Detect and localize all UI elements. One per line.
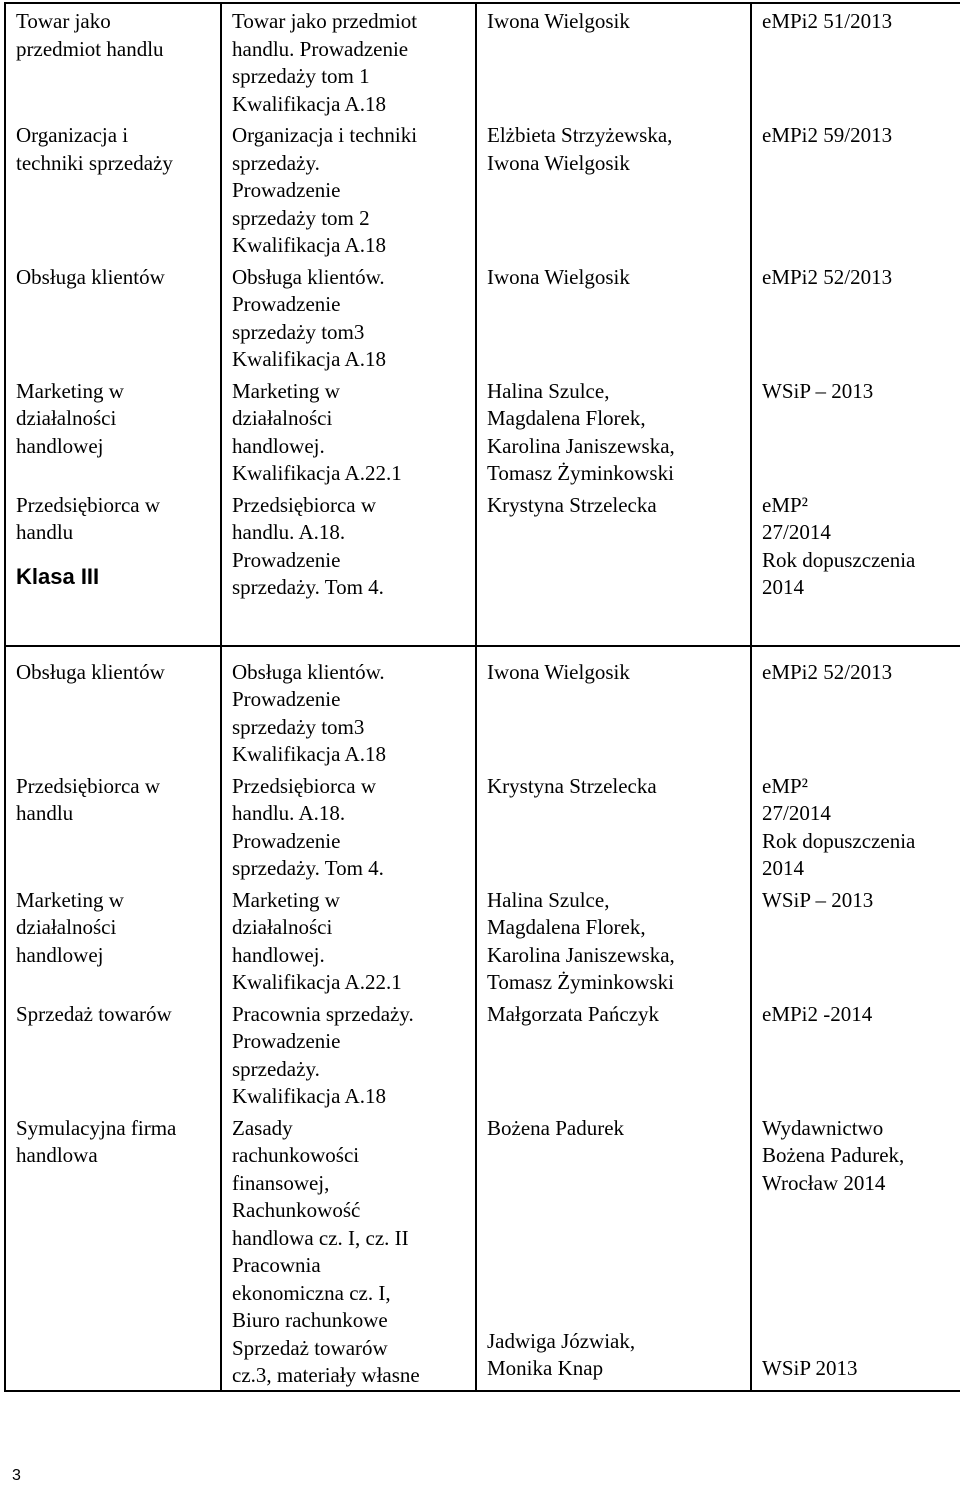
title-text: sprzedaży. bbox=[232, 1056, 320, 1081]
subject-text: handlowej bbox=[16, 942, 104, 967]
title-text: Zasady bbox=[232, 1115, 293, 1140]
textbook-table bbox=[4, 2, 960, 1392]
title-text: Przedsiębiorca w bbox=[232, 773, 377, 798]
title-text: Kwalifikacja A.18 bbox=[232, 91, 386, 116]
approval-cell bbox=[751, 1111, 960, 1391]
approval-text: eMPi2 51/2013 bbox=[762, 9, 893, 33]
approval-text: eMP² bbox=[762, 492, 808, 517]
author-text: Iwona Wielgosik bbox=[487, 659, 630, 684]
authors-cell bbox=[476, 260, 751, 374]
title-text: handlowej. bbox=[232, 433, 325, 458]
title-text: handlu. A.18. bbox=[232, 520, 346, 544]
author-text: Halina Szulce, bbox=[487, 887, 610, 912]
title-cell bbox=[221, 997, 476, 1111]
table-row bbox=[5, 374, 960, 488]
table-row bbox=[5, 997, 960, 1111]
title-text: sprzedaży tom 1 bbox=[232, 64, 370, 88]
title-text: handlu. Prowadzenie bbox=[232, 36, 409, 61]
title-cell bbox=[221, 260, 476, 374]
author-text: Magdalena Florek, bbox=[487, 915, 646, 939]
title-text: handlu. A.18. bbox=[232, 801, 346, 825]
title-text: Obsługa klientów. bbox=[232, 264, 385, 289]
title-text: sprzedaży. bbox=[232, 150, 320, 175]
author-text: Krystyna Strzelecka bbox=[487, 773, 657, 798]
subject-cell bbox=[5, 1111, 221, 1391]
title-text: ekonomiczna cz. I, bbox=[232, 1280, 391, 1305]
authors-cell-bottom bbox=[487, 1328, 742, 1383]
title-text: Prowadzenie bbox=[232, 178, 341, 202]
author-text: Elżbieta Strzyżewska, bbox=[487, 123, 673, 147]
approval-text: eMP² bbox=[762, 773, 808, 798]
title-text: handlowa cz. I, cz. II bbox=[232, 1225, 409, 1250]
subject-text: Towar jako bbox=[16, 9, 111, 33]
subject-cell bbox=[5, 488, 221, 646]
title-text: Marketing w bbox=[232, 378, 340, 403]
title-cell bbox=[221, 3, 476, 118]
title-text: Prowadzenie bbox=[232, 1029, 341, 1053]
authors-cell bbox=[476, 1111, 751, 1391]
title-text: Kwalifikacja A.18 bbox=[232, 1084, 386, 1108]
title-text: Pracownia sprzedaży. bbox=[232, 1001, 414, 1026]
approval-cell bbox=[751, 118, 960, 260]
title-cell bbox=[221, 488, 476, 646]
page-number: 3 bbox=[12, 1467, 21, 1484]
approval-text: Rok dopuszczenia bbox=[762, 547, 916, 572]
subject-text: Marketing w bbox=[16, 378, 124, 403]
title-text: działalności bbox=[232, 915, 333, 939]
subject-text: Przedsiębiorca w bbox=[16, 492, 161, 517]
title-text: rachunkowości bbox=[232, 1143, 360, 1167]
approval-text: 2014 bbox=[762, 856, 804, 880]
subject-cell bbox=[5, 3, 221, 118]
approval-text: 27/2014 bbox=[762, 520, 831, 544]
subject-cell bbox=[5, 260, 221, 374]
title-text: sprzedaży tom 2 bbox=[232, 205, 370, 230]
class-heading: Klasa III bbox=[16, 563, 100, 589]
approval-text: eMPi2 -2014 bbox=[762, 1001, 873, 1026]
approval-cell bbox=[751, 374, 960, 488]
subject-text: Organizacja i bbox=[16, 123, 129, 147]
approval-text: eMPi2 52/2013 bbox=[762, 264, 893, 289]
subject-text: handlu bbox=[16, 801, 74, 825]
author-text: Jadwiga Józwiak, bbox=[487, 1328, 636, 1353]
author-text: Magdalena Florek, bbox=[487, 406, 646, 430]
title-text: Prowadzenie bbox=[232, 828, 341, 853]
approval-text: WSiP – 2013 bbox=[762, 887, 874, 912]
author-text: Iwona Wielgosik bbox=[487, 264, 630, 289]
title-text: Kwalifikacja A.22.1 bbox=[232, 970, 402, 994]
title-text: Obsługa klientów. bbox=[232, 659, 385, 684]
approval-text: WSiP 2013 bbox=[762, 1356, 858, 1380]
approval-cell bbox=[751, 646, 960, 769]
authors-cell-top bbox=[487, 1115, 742, 1143]
authors-cell bbox=[476, 769, 751, 883]
author-text: Krystyna Strzelecka bbox=[487, 492, 657, 517]
approval-text: 27/2014 bbox=[762, 801, 831, 825]
approval-cell-bottom bbox=[762, 1355, 960, 1383]
subject-text: handlu bbox=[16, 520, 74, 544]
subject-text: techniki sprzedaży bbox=[16, 150, 173, 175]
subject-text: przedmiot handlu bbox=[16, 36, 164, 61]
author-text: Tomasz Żyminkowski bbox=[487, 970, 674, 994]
title-cell bbox=[221, 1111, 476, 1391]
authors-cell bbox=[476, 374, 751, 488]
title-text: sprzedaży tom3 bbox=[232, 319, 365, 344]
subject-text: Obsługa klientów bbox=[16, 659, 165, 684]
author-text: Karolina Janiszewska, bbox=[487, 942, 675, 967]
table-row bbox=[5, 118, 960, 260]
title-cell bbox=[221, 883, 476, 997]
approval-cell bbox=[751, 883, 960, 997]
table-row bbox=[5, 1111, 960, 1391]
title-text: Prowadzenie bbox=[232, 292, 341, 316]
table-row bbox=[5, 3, 960, 118]
subject-text: Symulacyjna firma bbox=[16, 1115, 177, 1140]
author-text: Karolina Janiszewska, bbox=[487, 433, 675, 458]
authors-cell bbox=[476, 646, 751, 769]
title-text: Prowadzenie bbox=[232, 687, 341, 711]
subject-cell bbox=[5, 118, 221, 260]
title-text: Biuro rachunkowe bbox=[232, 1308, 388, 1332]
approval-cell bbox=[751, 3, 960, 118]
title-text: działalności bbox=[232, 406, 333, 430]
title-text: sprzedaży. Tom 4. bbox=[232, 856, 384, 880]
title-text: Przedsiębiorca w bbox=[232, 492, 377, 517]
subject-cell bbox=[5, 883, 221, 997]
author-text: Małgorzata Pańczyk bbox=[487, 1001, 660, 1026]
authors-cell bbox=[476, 118, 751, 260]
title-cell bbox=[221, 646, 476, 769]
table-row bbox=[5, 883, 960, 997]
subject-text: działalności bbox=[16, 915, 117, 939]
approval-text: Rok dopuszczenia bbox=[762, 828, 916, 853]
approval-cell bbox=[751, 769, 960, 883]
approval-text: eMPi2 52/2013 bbox=[762, 659, 893, 684]
title-text: Kwalifikacja A.22.1 bbox=[232, 461, 402, 485]
subject-text: Sprzedaż towarów bbox=[16, 1001, 172, 1026]
subject-text: handlowa bbox=[16, 1143, 98, 1167]
title-text: Sprzedaż towarów bbox=[232, 1335, 388, 1360]
title-cell bbox=[221, 769, 476, 883]
approval-text: Wrocław 2014 bbox=[762, 1170, 886, 1195]
title-text: Marketing w bbox=[232, 887, 340, 912]
approval-text: WSiP – 2013 bbox=[762, 378, 874, 403]
title-text: handlowej. bbox=[232, 942, 325, 967]
approval-cell bbox=[751, 997, 960, 1111]
subject-text: Przedsiębiorca w bbox=[16, 773, 161, 798]
subject-cell bbox=[5, 769, 221, 883]
approval-cell bbox=[751, 488, 960, 646]
approval-text: 2014 bbox=[762, 575, 804, 599]
title-text: Towar jako przedmiot bbox=[232, 9, 418, 33]
author-text: Halina Szulce, bbox=[487, 378, 610, 403]
title-text: Pracownia bbox=[232, 1253, 321, 1277]
subject-cell bbox=[5, 646, 221, 769]
title-text: Rachunkowość bbox=[232, 1198, 361, 1222]
approval-text: eMPi2 59/2013 bbox=[762, 123, 893, 147]
title-text: sprzedaży. Tom 4. bbox=[232, 575, 384, 599]
authors-cell bbox=[476, 883, 751, 997]
authors-cell bbox=[476, 488, 751, 646]
author-text: Iwona Wielgosik bbox=[487, 150, 630, 175]
title-text: cz.3, materiały własne bbox=[232, 1363, 420, 1387]
table-row bbox=[5, 646, 960, 769]
title-text: Kwalifikacja A.18 bbox=[232, 347, 386, 371]
subject-text: działalności bbox=[16, 406, 117, 430]
title-text: Kwalifikacja A.18 bbox=[232, 233, 386, 257]
author-text: Tomasz Żyminkowski bbox=[487, 461, 674, 485]
table-row bbox=[5, 488, 960, 646]
table-row bbox=[5, 260, 960, 374]
title-text: Prowadzenie bbox=[232, 547, 341, 572]
author-text: Monika Knap bbox=[487, 1356, 604, 1380]
subject-text: handlowej bbox=[16, 433, 104, 458]
author-text: Bożena Padurek bbox=[487, 1115, 625, 1140]
table-row bbox=[5, 769, 960, 883]
title-cell bbox=[221, 118, 476, 260]
subject-text: Obsługa klientów bbox=[16, 264, 165, 289]
approval-text: Bożena Padurek, bbox=[762, 1143, 905, 1167]
subject-text: Marketing w bbox=[16, 887, 124, 912]
approval-cell-top bbox=[762, 1115, 960, 1198]
author-text: Iwona Wielgosik bbox=[487, 9, 630, 33]
title-text: finansowej, bbox=[232, 1170, 330, 1195]
authors-cell bbox=[476, 3, 751, 118]
authors-cell bbox=[476, 997, 751, 1111]
title-cell bbox=[221, 374, 476, 488]
subject-cell bbox=[5, 374, 221, 488]
title-text: Organizacja i techniki bbox=[232, 123, 418, 147]
approval-cell bbox=[751, 260, 960, 374]
approval-text: Wydawnictwo bbox=[762, 1115, 884, 1140]
title-text: sprzedaży tom3 bbox=[232, 714, 365, 739]
title-text: Kwalifikacja A.18 bbox=[232, 742, 386, 766]
subject-cell bbox=[5, 997, 221, 1111]
